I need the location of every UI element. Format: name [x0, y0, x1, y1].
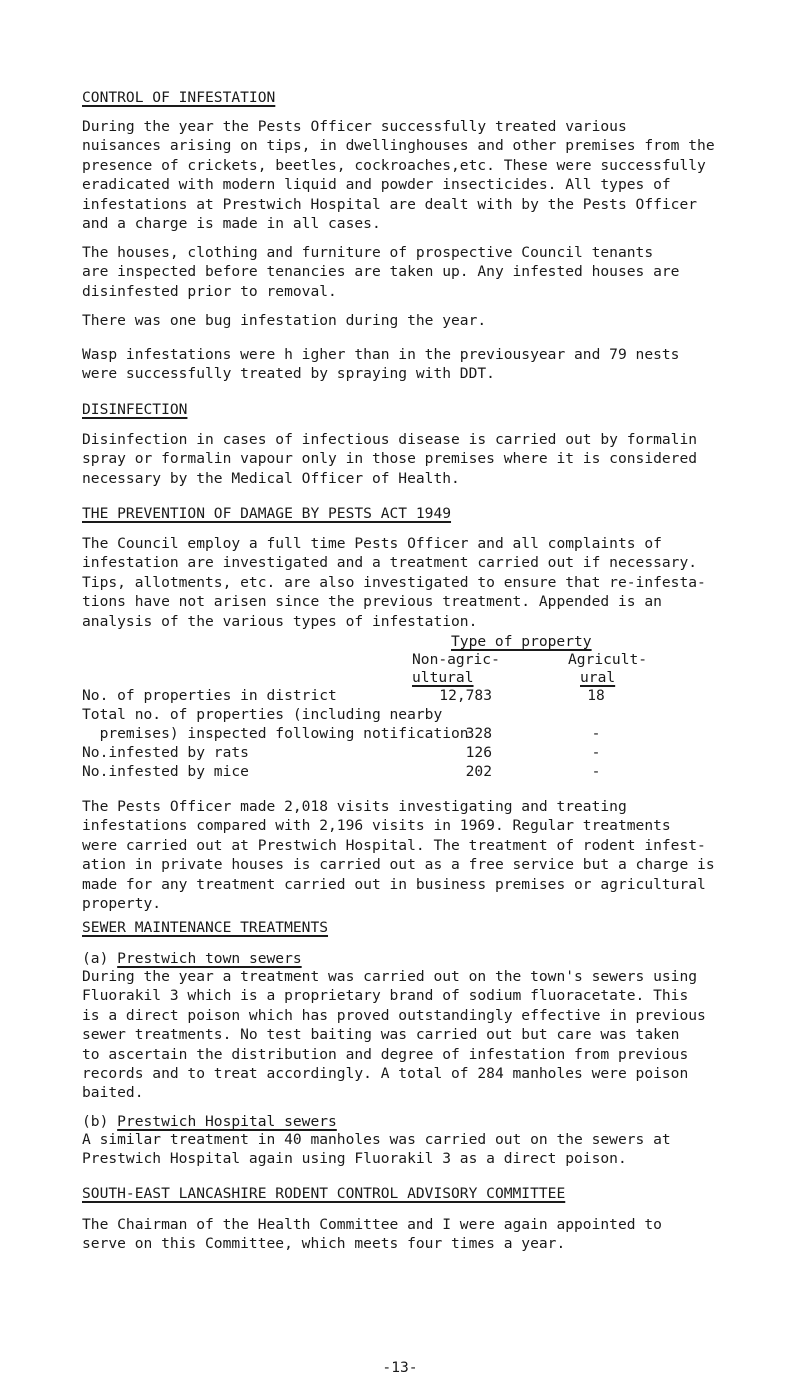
table-cell-nonagricultural: 328 [465, 725, 492, 742]
heading-sewer-maintenance: SEWER MAINTENANCE TREATMENTS [82, 919, 329, 936]
table-cell-agricultural: - [591, 744, 601, 761]
heading-control-of-infestation: CONTROL OF INFESTATION [82, 89, 276, 106]
subheading-hospital-sewers [82, 1112, 337, 1131]
table-group-header: Type of property [451, 633, 592, 650]
paragraph-visits: The Pests Officer made 2,018 visits investigating and treating infestations compared with 2,196 visits in 1969. Regular treatments were carried out at Prestwich Hospital. The treatment of rodent infest- ation in private houses is carried out as a free service but a charge is made for any treatment carried out in business premises or agricultural property. [82, 798, 715, 913]
heading-rodent-control-committee: SOUTH-EAST LANCASHIRE RODENT CONTROL ADVISORY COMMITTEE [82, 1185, 566, 1202]
table-cell-agricultural: - [591, 725, 601, 742]
table-row-label: Total no. of properties (including nearby premises) inspected following notification [82, 706, 469, 743]
col-header-nonagricultural-1: Non-agric- [412, 651, 500, 668]
table-cell-agricultural: 18 [587, 687, 605, 704]
subheading-town-sewers [82, 949, 302, 968]
paragraph-council-tenants: The houses, clothing and furniture of prospective Council tenants are inspected before tenancies are taken up. Any infested houses are disinfested prior to removal. [82, 244, 680, 300]
table-cell-agricultural: - [591, 763, 601, 780]
subheading-label: Prestwich town sewers [117, 950, 302, 967]
table-row-label: No.infested by mice [82, 763, 249, 780]
subheading-marker: (a) [82, 950, 109, 967]
heading-disinfection: DISINFECTION [82, 401, 188, 418]
paragraph-bug-infestation: There was one bug infestation during the year. [82, 312, 487, 329]
paragraph-disinfection: Disinfection in cases of infectious disease is carried out by formalin spray or formalin vapour only in those premises where it is considered necessary by the Medical Officer of Health. [82, 431, 698, 487]
subheading-marker: (b) [82, 1113, 109, 1130]
subheading-label: Prestwich Hospital sewers [117, 1113, 337, 1130]
paragraph-town-sewers: During the year a treatment was carried out on the town's sewers using Fluorakil 3 which is a proprietary brand of sodium fluoracetate. This is a direct poison which has proved outstandingly effective in previous sewer treatments. No test baiting was carried out but care was taken to ascertain the distribution and degree of infestation from previous records and to treat accordingly. A total of 284 manholes were poison baited. [82, 968, 706, 1102]
table-cell-nonagricultural: 202 [465, 763, 492, 780]
paragraph-pest-treatments: During the year the Pests Officer successfully treated various nuisances arising on tips, in dwellinghouses and other premises from the presence of crickets, beetles, cockroaches,etc. These were successfully eradicated with modern liquid and powder insecticides. All types of infestations at Prestwich Hospital are dealt with by the Pests Officer and a charge is made in all cases. [82, 118, 715, 233]
paragraph-pests-officer: The Council employ a full time Pests Officer and all complaints of infestation are investigated and a treatment carried out if necessary. Tips, allotments, etc. are also investigated to ensure that re-infesta- tions have not arisen since the previous treatment. Appended is an analysis of the various types of infestation. [82, 535, 706, 630]
table-cell-nonagricultural: 126 [465, 744, 492, 761]
table-row-label: No.infested by rats [82, 744, 249, 761]
table-row-label: No. of properties in district [82, 687, 337, 704]
paragraph-hospital-sewers: A similar treatment in 40 manholes was carried out on the sewers at Prestwich Hospital again using Fluorakil 3 as a direct poison. [82, 1131, 671, 1168]
table-cell-nonagricultural: 12,783 [439, 687, 492, 704]
heading-prevention-of-damage-act: THE PREVENTION OF DAMAGE BY PESTS ACT 1949 [82, 505, 452, 522]
col-header-nonagricultural-2: ultural [412, 669, 474, 686]
col-header-agricultural-2: ural [580, 669, 616, 686]
paragraph-committee: The Chairman of the Health Committee and I were again appointed to serve on this Committee, which meets four times a year. [82, 1216, 662, 1253]
paragraph-wasp-infestations: Wasp infestations were h igher than in the previousyear and 79 nests were successfully treated by spraying with DDT. [82, 346, 680, 383]
col-header-agricultural-1: Agricult- [568, 651, 648, 668]
page-number: -13- [382, 1359, 418, 1376]
